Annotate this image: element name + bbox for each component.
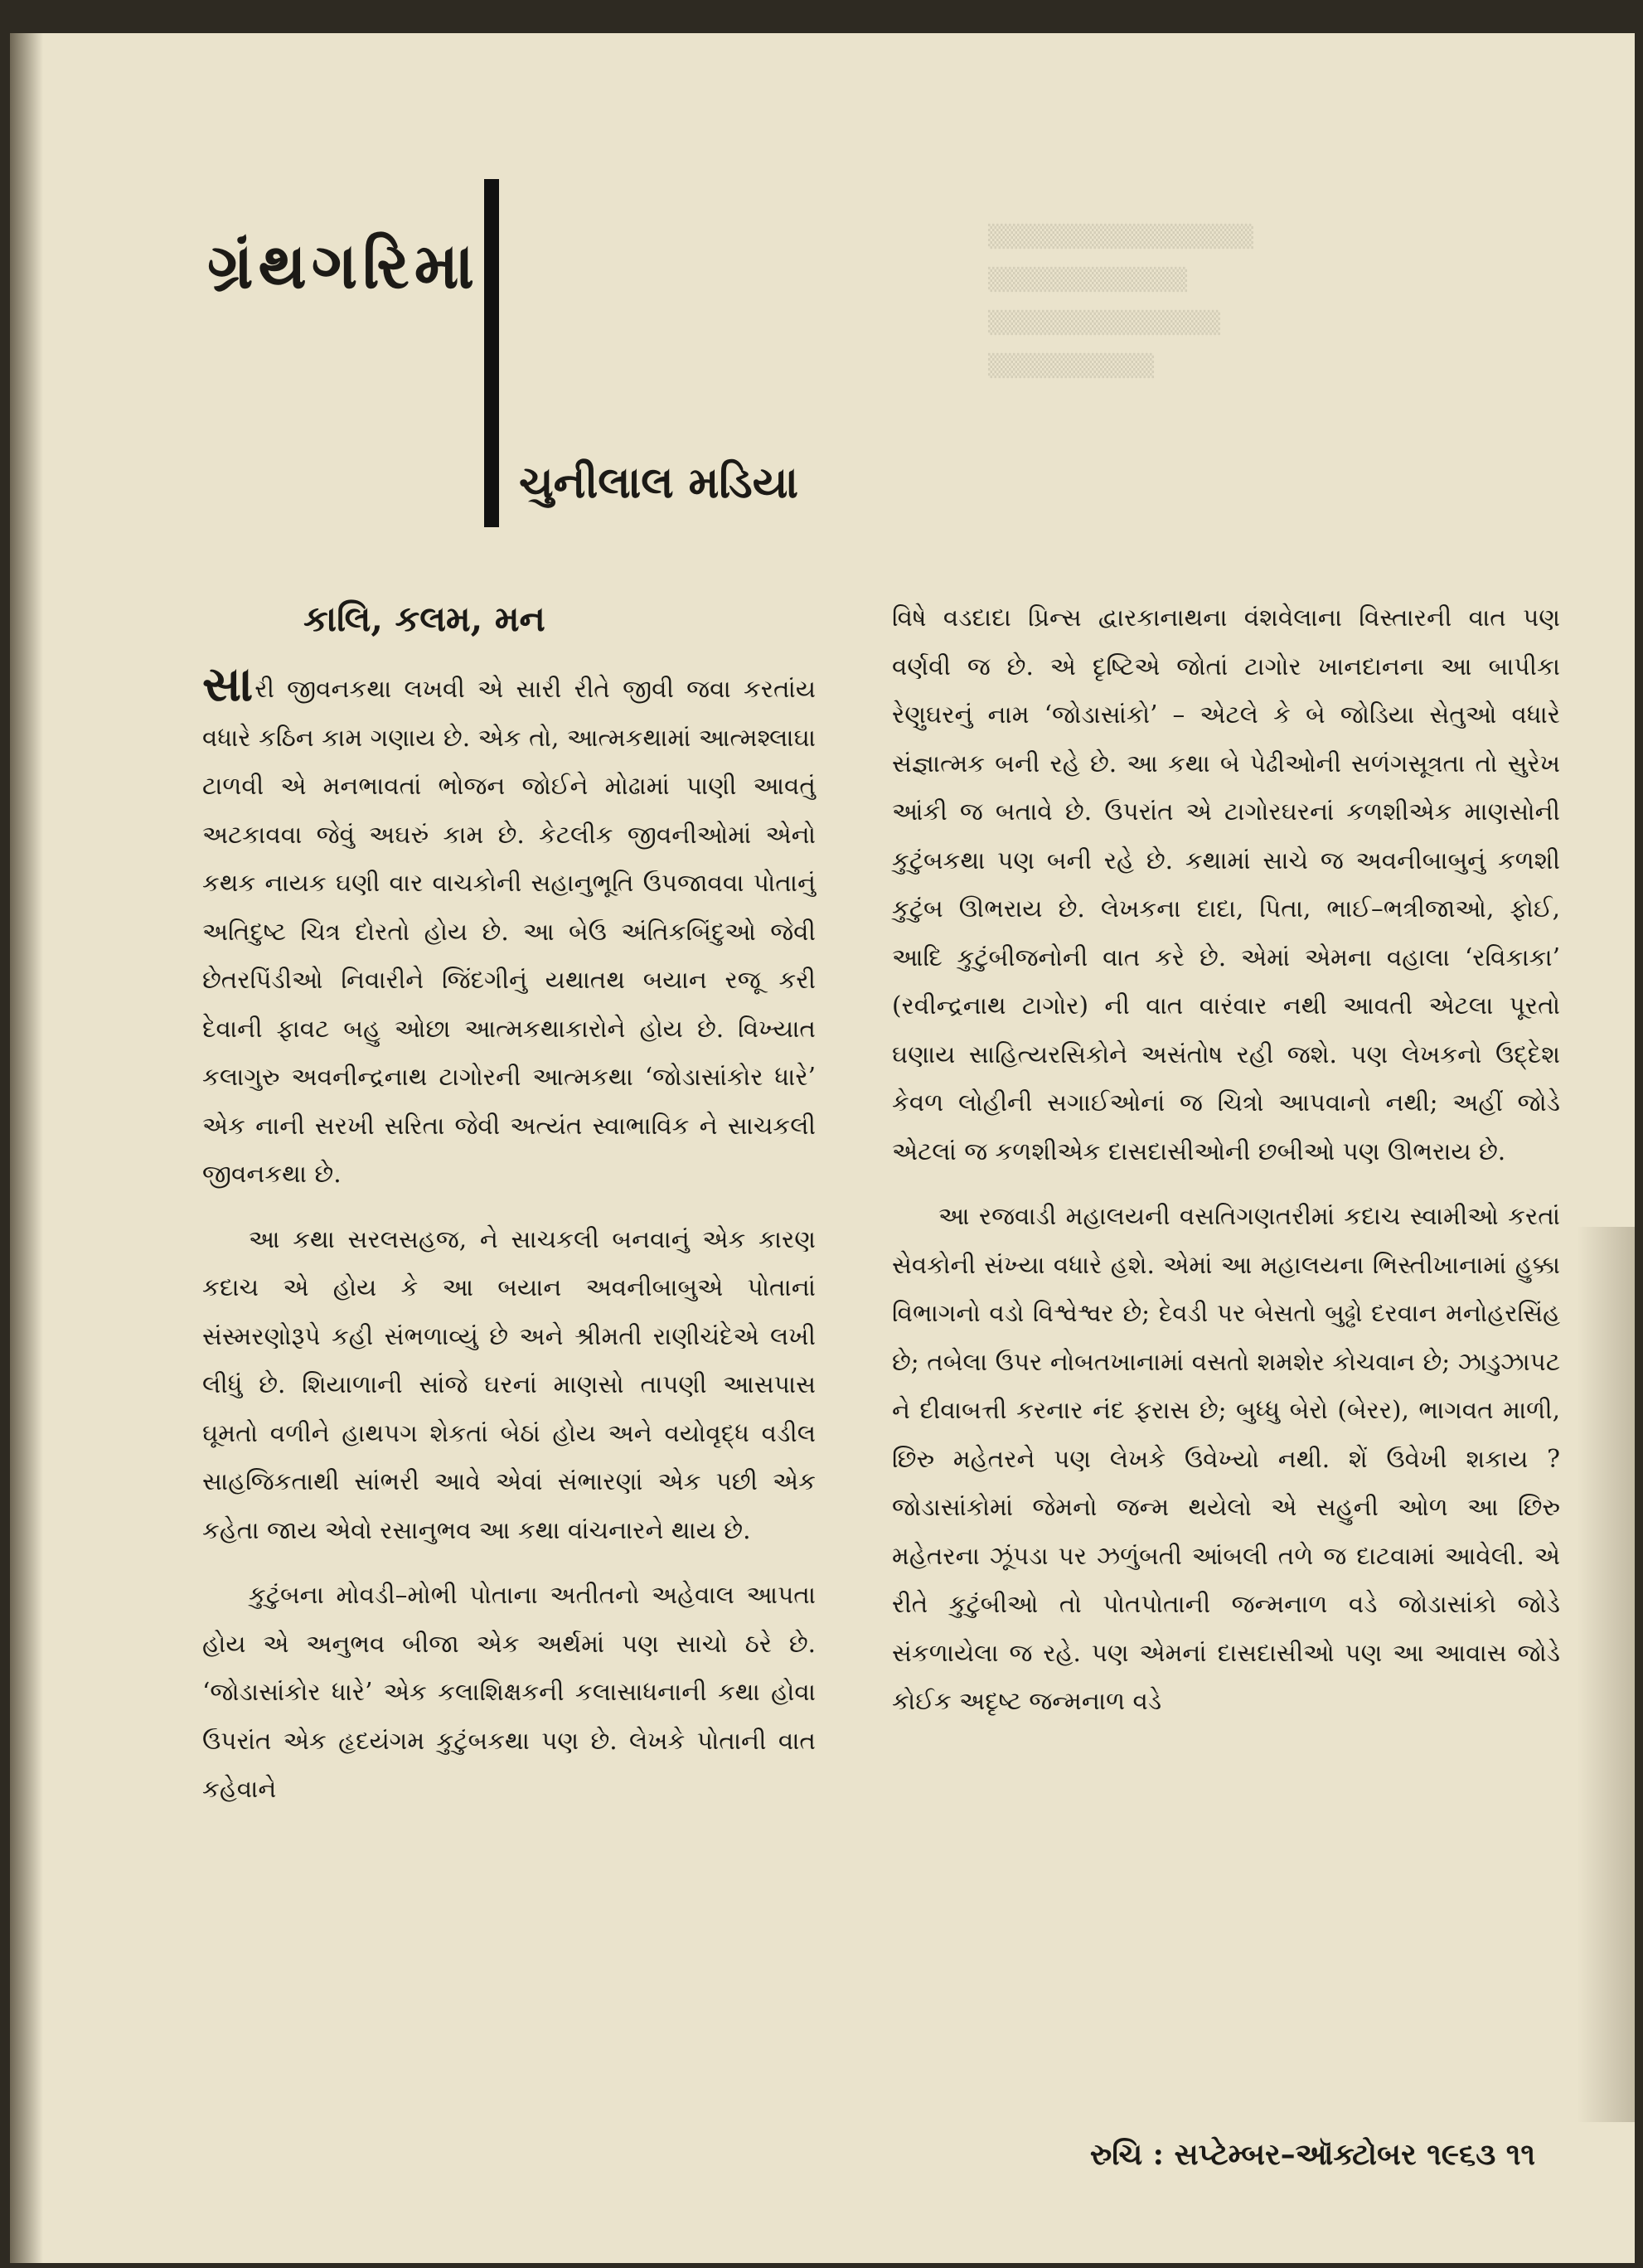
section-masthead: ગ્રંથગરિમા (207, 229, 479, 303)
torn-edge (1577, 1227, 1635, 2122)
magazine-page (10, 33, 1635, 2263)
paragraph-text: રી જીવનકથા લખવી એ સારી રીતે જીવી જવા કરતાંય વધારે કઠિન કામ ગણાય છે. એક તો, આત્મકથામાં આત્મશ્લાઘા ટાળવી એ મનભાવતાં ભોજન જોઈને મોઢામાં પાણી આવતું અટકાવવા જેવું અઘરું કામ છે. કેટલીક જીવનીઓમાં એનો કથક નાયક ઘણી વાર વાચકોની સહાનુભૂતિ ઉપજાવવા પોતાનું અતિદુષ્ટ ચિત્ર દોરતો હોય છે. આ બેઉ અંતિકબિંદુઓ જેવી છેતરપિંડીઓ નિવારીને જિંદગીનું યથાતથ બયાન રજૂ કરી દેવાની ફાવટ બહુ ઓછા આત્મકથાકારોને હોય છે. વિખ્યાત કલાગુરુ અવનીન્દ્રનાથ ટાગોરની આત્મકથા ‘જોડાસાંકોર ધારે’ એક નાની સરખી સરિતા જેવી અત્યંત સ્વાભાવિક ને સાચકલી જીવનકથા છે. (202, 675, 816, 1188)
drop-cap: સા (202, 656, 254, 712)
author-byline: ચુનીલાલ મડિયા (519, 458, 799, 508)
paragraph: વિષે વડદાદા પ્રિન્સ દ્વારકાનાથના વંશવેલાના વિસ્તારની વાત પણ વર્ણવી જ છે. એ દૃષ્ટિએ જોતાં ટાગોર ખાનદાનના આ બાપીકા રેણુઘરનું નામ ‘જોડાસાંકો’ – એટલે કે બે જોડિયા સેતુઓ વધારે સંજ્ઞાત્મક બની રહે છે. આ કથા બે પેઢીઓની સળંગસૂત્રતા તો સુરેખ આંકી જ બતાવે છે. ઉપરાંત એ ટાગોરઘરનાં કળશીએક માણસોની કુટુંબકથા પણ બની રહે છે. કથામાં સાચે જ અવનીબાબુનું કળશી કુટુંબ ઊભરાય છે. લેખકના દાદા, પિતા, ભાઈ–ભત્રીજાઓ, ફોઈ, આદિ કુટુંબીજનોની વાત કરે છે. એમાં એમના વહાલા ‘રવિકાકા’ (રવીન્દ્રનાથ ટાગોર) ની વાત વારંવાર નથી આવતી એટલા પૂરતો ઘણાય સાહિત્યરસિકોને અસંતોષ રહી જશે. પણ લેખકનો ઉદ્દેશ કેવળ લોહીની સગાઈઓનાં જ ચિત્રો આપવાનો નથી; અહીં જોડે એટલાં જ કળશીએક દાસદાસીઓની છબીઓ પણ ઊભરાય છે. (892, 603, 1560, 1166)
masthead-rule (484, 179, 499, 527)
article-title: કાલિ, કલમ, મન (303, 598, 545, 639)
spine-shadow (10, 33, 43, 2263)
page-footer: રુચિ : સપ્ટેમ્બર–ઑક્ટોબર ૧૯૬૩ ૧૧ (1089, 2137, 1535, 2172)
paragraph: આ કથા સરલસહજ, ને સાચકલી બનવાનું એક કારણ કદાચ એ હોય કે આ બયાન અવનીબાબુએ પોતાનાં સંસ્મરણોરૂપે કહી સંભળાવ્યું છે અને શ્રીમતી રાણીચંદેએ લખી લીધું છે. શિયાળાની સાંજે ઘરનાં માણસો તાપણી આસપાસ ઘૂમતો વળીને હાથપગ શેકતાં બેઠાં હોય અને વયોવૃદ્ધ વડીલ સાહજિકતાથી સાંભરી આવે એવાં સંભારણાં એક પછી એક કહેતા જાય એવો રસાનુભવ આ કથા વાંચનારને થાય છે. (202, 1224, 816, 1544)
paragraph: આ રજવાડી મહાલયની વસતિગણતરીમાં કદાચ સ્વામીઓ કરતાં સેવકોની સંખ્યા વધારે હશે. એમાં આ મહાલયના ભિસ્તીખાનામાં હુક્કા વિભાગનો વડો વિશ્વેશ્વર છે; દેવડી પર બેસતો બુઢ્ઢો દરવાન મનોહરસિંહ છે; તબેલા ઉપર નોબતખાનામાં વસતો શમશેર કોચવાન છે; ઝાડુઝાપટ ને દીવાબત્તી કરનાર નંદ ફરાસ છે; બુધ્ધુ બેરો (બેરર), ભાગવત માળી, છિરુ મહેતરને પણ લેખકે ઉવેખ્યો નથી. શેં ઉવેખી શકાય ? જોડાસાંકોમાં જેમનો જન્મ થયેલો એ સહુની ઓળ આ છિરુ મહેતરના ઝૂંપડા પર ઝળુંબતી આંબલી તળે જ દાટવામાં આવેલી. એ રીતે કુટુંબીઓ તો પોતપોતાની જન્મનાળ વડે જોડાસાંકો જોડે સંકળાયેલા જ રહે. પણ એમનાં દાસદાસીઓ પણ આ આવાસ જોડે કોઈક અદૃષ્ટ જન્મનાળ વડે (892, 1202, 1560, 1715)
paragraph: કુટુંબના મોવડી–મોભી પોતાના અતીતનો અહેવાલ આપતા હોય એ અનુભવ બીજા એક અર્થમાં પણ સાચો ઠરે છે. ‘જોડાસાંકોર ધારે’ એક કલાશિક્ષકની કલાસાધનાની કથા હોવા ઉપરાંત એક હૃદયંગમ કુટુંબકથા પણ છે. લેખકે પોતાની વાત કહેવાને (202, 1581, 816, 1803)
left-column (202, 656, 816, 1830)
show-through-text: ▒▒▒▒▒▒▒▒▒▒▒▒▒▒▒▒ ▒▒▒▒▒▒▒▒▒▒▒▒ ▒▒▒▒▒▒▒▒▒▒▒▒▒▒ ▒▒▒▒▒▒▒▒▒▒ (988, 225, 1253, 379)
right-column (892, 594, 1560, 1742)
paragraph (202, 656, 816, 1199)
